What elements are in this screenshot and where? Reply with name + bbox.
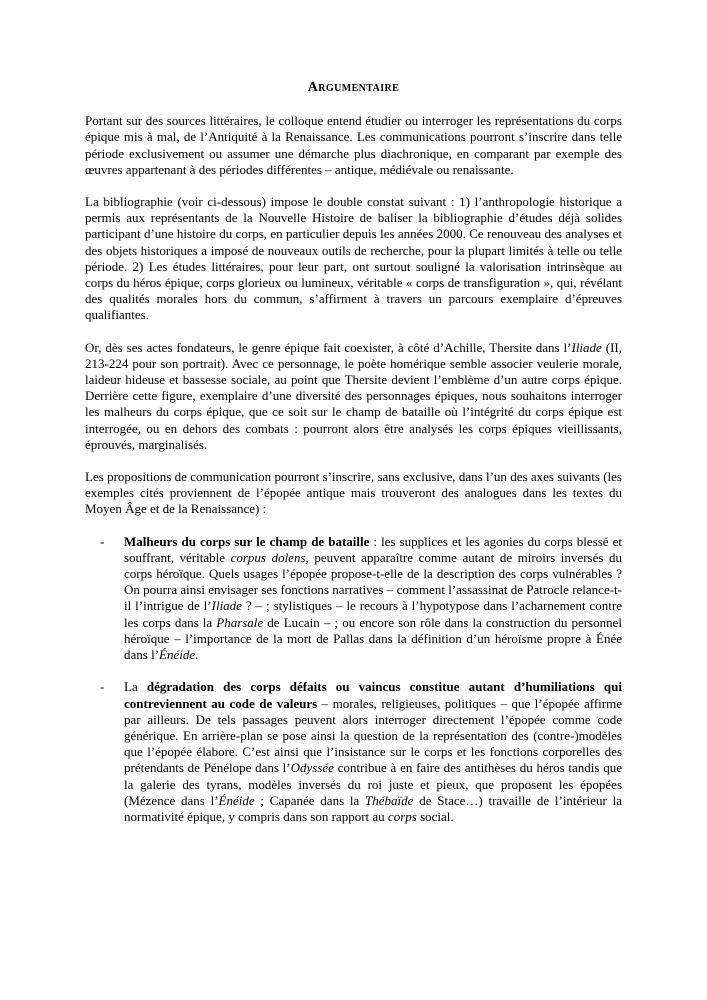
- page-title: Argumentaire: [307, 80, 400, 95]
- paragraph-bibliographie: La bibliographie (voir ci-dessous) impose le double constat suivant : 1) l’anthropologie historique a permis aux représentants de la Nouvelle Histoire de baliser la bibliographie d’études déjà solides participant d’une histoire du corps, en particulier depuis les années 2000. Ce renouveau des analyses et des objets historiques a imposé de nouveaux outils de recherche, pour la plupart limités à telle ou telle période. 2) Les études littéraires, pour leur part, ont surtout souligné la valorisation intrinsèque au corps du héros épique, corps glorieux ou lumineux, véritable « corps de transfiguration », qui, révélant des qualités morales hors du commun, s’affirment à travers un parcours exemplaire d’épreuves qualifiantes.: [85, 194, 622, 323]
- paragraph-thersite: Or, dès ses actes fondateurs, le genre épique fait coexister, à côté d’Achille, Thersite dans l’Iliade (II, 213-224 pour son portrait). Avec ce personnage, le poète homérique semble associer veulerie morale, laideur hideuse et bassesse sociale, au point que Thersite devient l’emblème d’un autre corps épique. Derrière cette figure, exemplaire d’une diversité des personnages épiques, nous souhaitons interroger les malheurs du corps épique, que ce soit sur le champ de bataille où l’intégrité du corps épique est interrogée, ou en dehors des combats : pourront alors être analysés les corps épiques vieillissants, éprouvés, marginalisés.: [85, 339, 622, 452]
- paragraph-axes: Les propositions de communication pourront s’inscrire, sans exclusive, dans l’un des axes suivants (les exemples cités proviennent de l’épopée antique mais trouveront des analogues dans les textes du Moyen Âge et de la Renaissance) :: [85, 469, 622, 517]
- axes-list: [85, 534, 622, 825]
- list-item-malheurs: [85, 534, 622, 664]
- list-item-degradation: [85, 679, 622, 825]
- list-item-marker: -: [100, 679, 105, 695]
- list-item-marker: -: [100, 533, 105, 549]
- list-item-text: Malheurs du corps sur le champ de bataille : les supplices et les agonies du corps blessé et souffrant, véritable corpus dolens, peuvent apparaître comme autant de miroirs inversés du corps héroïque. Quels usages l’épopée propose-t-elle de la description des corps vulnérables ? On pourra ainsi envisager ses fonctions narratives – comment l’assassinat de Patrocle relance-t-il l’intrigue de l’Iliade ? – ; stylistiques – le recours à l’hypotypose dans l’acharnement contre les corps dans la Pharsale de Lucain – ; ou encore son rôle dans la construction du personnel héroïque – l’importance de la mort de Pallas dans la définition d’un héroïsme propre à Énée dans l’Énéide.: [124, 533, 622, 663]
- paragraph-intro: Portant sur des sources littéraires, le colloque entend étudier ou interroger les représentations du corps épique mis à mal, de l’Antiquité à la Renaissance. Les communications pourront s’inscrire dans telle période exclusivement ou assumer une démarche plus diachronique, en comparant par exemple des œuvres appartenant à des périodes différentes – antique, médiévale ou renaissante.: [85, 113, 622, 177]
- list-item-text: La dégradation des corps défaits ou vaincus constitue autant d’humiliations qui contreviennent au code de valeurs – morales, religieuses, politiques – que l’épopée affirme par ailleurs. De tels passages peuvent alors interroger directement l’épopée comme code générique. En arrière-plan se pose ainsi la question de la représentation des (contre-)modèles que l’épopée élabore. C’est ainsi que l’insistance sur le corps et les fonctions corporelles des prétendants de Pénélope dans l’Odyssée contribue à en faire des antithèses du héros tandis que la galerie des tyrans, modèles inversés du roi juste et pieux, que proposent les épopées (Mézence dans l’Énéide ; Capanée dans la Thébaïde de Stace…) travaille de l’intérieur la normativité épique, y compris dans son rapport au corps social.: [124, 679, 623, 824]
